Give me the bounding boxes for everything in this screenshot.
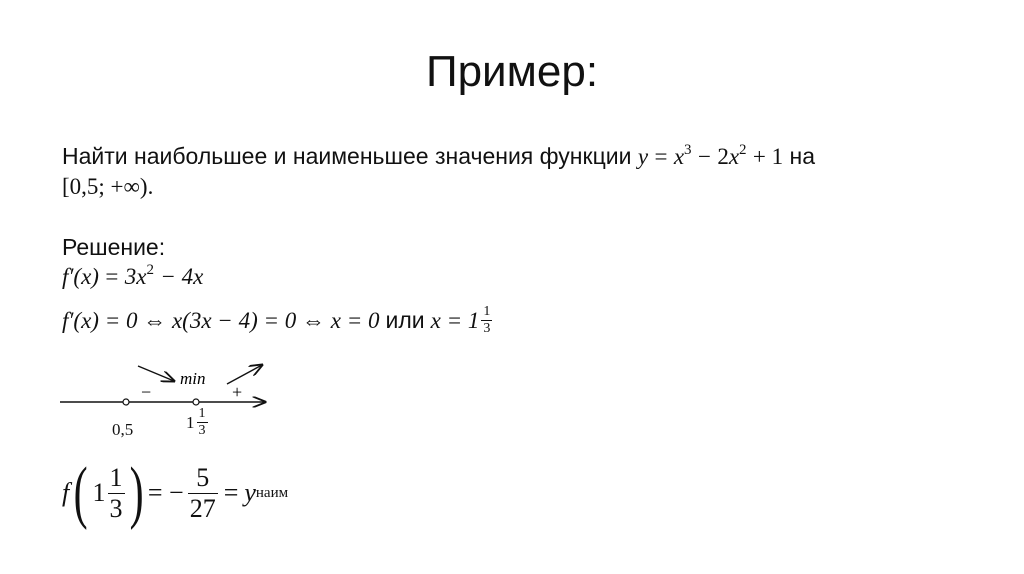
- func-eq: =: [654, 144, 668, 169]
- deriv-pow: 2: [146, 262, 154, 278]
- func-pow2: 2: [739, 142, 747, 158]
- point-0-5-marker: [123, 399, 129, 405]
- right-paren: ): [129, 454, 144, 531]
- func-x1: x: [673, 144, 685, 169]
- func-y: y: [637, 144, 649, 169]
- point2-fraction: [197, 406, 208, 439]
- point-1-1-3-marker: [193, 399, 199, 405]
- result-line: [62, 454, 289, 531]
- point-1-1-3-label: [186, 406, 208, 439]
- result-value-num: 5: [188, 463, 218, 494]
- result-eq: = −: [147, 478, 184, 507]
- func-x2: x: [728, 144, 740, 169]
- point2-num: 1: [198, 406, 206, 421]
- left-paren: (: [73, 454, 88, 531]
- result-y-sub: наим: [255, 484, 289, 501]
- point-0-5-label: 0,5: [112, 420, 134, 439]
- result-arg-fraction: [108, 463, 125, 524]
- min-label: min: [180, 369, 206, 388]
- result-y: y: [244, 478, 256, 507]
- func-plus1: + 1: [752, 144, 784, 169]
- deriv-rhs-b: − 4x: [160, 264, 204, 289]
- func-coef2: 2: [717, 144, 729, 169]
- plus-sign: +: [232, 382, 243, 402]
- deriv-rhs-a: 3x: [124, 264, 147, 289]
- point2-whole: 1: [186, 412, 195, 432]
- task-na: на: [789, 143, 816, 169]
- result-whole: 1: [92, 478, 106, 507]
- result-value-den: 27: [189, 493, 216, 523]
- point2-den: 3: [198, 423, 206, 438]
- decrease-arrow: [138, 366, 174, 381]
- task-interval: [0,5; +∞).: [62, 174, 154, 199]
- slide-title: Пример:: [425, 47, 599, 96]
- result-arg-den: 3: [109, 493, 123, 523]
- result-arg-num: 1: [109, 462, 123, 492]
- result-eq2: =: [223, 478, 239, 507]
- critical-frac-den: 3: [483, 321, 491, 336]
- minus-sign: −: [141, 382, 152, 402]
- func-minus: −: [697, 144, 711, 169]
- solution-heading: Решение:: [62, 234, 166, 260]
- critical-frac-num: 1: [483, 304, 491, 319]
- task-prefix: Найти наибольшее и наименьшее значения функции: [62, 143, 632, 169]
- critical-eq: f′(x) = 0 ⇔ x(3x − 4) = 0 ⇔ x = 0: [62, 307, 380, 333]
- result-f: f: [62, 478, 70, 507]
- critical-x: x = 1: [430, 307, 480, 333]
- deriv-eq: =: [105, 264, 119, 289]
- critical-or: или: [385, 307, 425, 333]
- deriv-lhs: f′(x): [62, 264, 99, 289]
- func-pow3: 3: [684, 142, 692, 158]
- result-value-fraction: [188, 463, 218, 524]
